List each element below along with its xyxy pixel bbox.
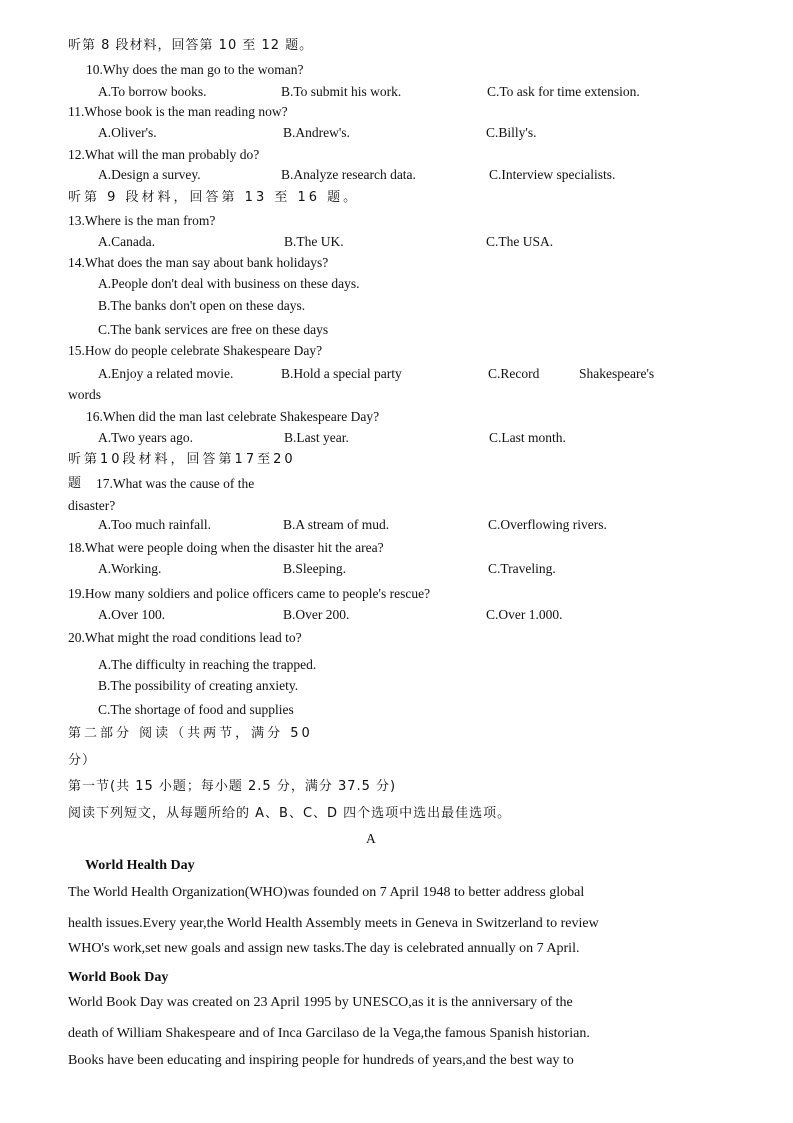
question-20-option-a: A.The difficulty in reaching the trapped. [98,657,317,672]
question-20-stem: 20.What might the road conditions lead to? [68,630,302,645]
question-20-option-c: C.The shortage of food and supplies [98,702,294,717]
question-19-stem: 19.How many soldiers and police officers came to people's rescue? [68,586,431,601]
question-15-option-b: B.Hold a special party [281,366,402,381]
question-13-option-a: A.Canada. [98,234,155,249]
question-12-stem: 12.What will the man probably do? [68,147,260,162]
question-15-option-c: C.Record [488,366,540,381]
question-10-option-b: B.To submit his work. [281,84,402,99]
question-10-option-a: A.To borrow books. [98,84,207,99]
question-19-option-c: C.Over 1.000. [486,607,563,622]
question-16-option-c: C.Last month. [489,430,566,445]
question-16-stem: 16.When did the man last celebrate Shakespeare Day? [86,409,380,424]
question-20-option-b: B.The possibility of creating anxiety. [98,678,299,693]
question-18-option-a: A.Working. [98,561,162,576]
question-11-option-c: C.Billy's. [486,125,537,140]
book-paragraph-line-3: Books have been educating and inspiring people for hundreds of years,and the best way to [68,1053,574,1068]
question-12-option-a: A.Design a survey. [98,167,201,182]
question-13-option-b: B.The UK. [284,234,344,249]
question-11-stem: 11.Whose book is the man reading now? [68,104,288,119]
part-2-header: 第二部分 阅读（共两节，满分 50 [68,726,313,741]
who-paragraph-line-1: The World Health Organization(WHO)was founded on 7 April 1948 to better address global [68,885,585,900]
question-12-option-b: B.Analyze research data. [281,167,416,182]
question-14-option-a: A.People don't deal with business on these days. [98,276,360,291]
question-15-option-c-wrap: words [68,387,101,402]
part-2-header-wrap: 分） [68,753,97,768]
question-14-option-c: C.The bank services are free on these days [98,322,329,337]
question-14-stem: 14.What does the man say about bank holidays? [68,255,329,270]
section-8-header: 听第 8 段材料，回答第 10 至 12 题。 [68,38,314,53]
question-17-stem-wrap: disaster? [68,498,116,513]
question-13-stem: 13.Where is the man from? [68,213,216,228]
question-18-stem: 18.What were people doing when the disaster hit the area? [68,540,384,555]
question-11-option-a: A.Oliver's. [98,125,157,140]
question-11-option-b: B.Andrew's. [283,125,350,140]
section-1-header: 第一节(共 15 小题；每小题 2.5 分，满分 37.5 分) [68,779,397,794]
question-18-option-c: C.Traveling. [488,561,556,576]
question-17-option-b: B.A stream of mud. [283,517,390,532]
question-17-stem: 17.What was the cause of the [96,476,255,491]
question-15-stem: 15.How do people celebrate Shakespeare Day? [68,343,323,358]
question-14-option-b: B.The banks don't open on these days. [98,298,306,313]
question-15-option-c-cont: Shakespeare's [579,366,655,381]
who-paragraph-line-2: health issues.Every year,the World Health Assembly meets in Geneva in Switzerland to review [68,916,599,931]
section-9-header: 听第 9 段材料，回答第 13 至 16 题。 [68,190,360,205]
book-paragraph-line-2: death of William Shakespeare and of Inca Garcilaso de la Vega,the famous Spanish historian. [68,1026,590,1041]
question-16-option-b: B.Last year. [284,430,349,445]
section-10-header-tail: 题 [68,476,83,491]
section-10-header: 听第10段材料，回答第17至20 [68,452,296,467]
passage-label: A [366,831,376,846]
book-paragraph-line-1: World Book Day was created on 23 April 1995 by UNESCO,as it is the anniversary of the [68,995,573,1010]
question-12-option-c: C.Interview specialists. [489,167,616,182]
question-17-option-c: C.Overflowing rivers. [488,517,607,532]
question-18-option-b: B.Sleeping. [283,561,346,576]
question-19-option-a: A.Over 100. [98,607,166,622]
book-day-title: World Book Day [68,970,169,985]
question-10-option-c: C.To ask for time extension. [487,84,640,99]
reading-instruction: 阅读下列短文，从每题所给的 A、B、C、D 四个选项中选出最佳选项。 [68,806,512,821]
question-10-stem: 10.Why does the man go to the woman? [86,62,304,77]
question-17-option-a: A.Too much rainfall. [98,517,212,532]
question-13-option-c: C.The USA. [486,234,554,249]
question-15-option-a: A.Enjoy a related movie. [98,366,234,381]
who-paragraph-line-3: WHO's work,set new goals and assign new tasks.The day is celebrated annually on 7 April. [68,941,580,956]
question-19-option-b: B.Over 200. [283,607,350,622]
who-title: World Health Day [85,858,195,873]
question-16-option-a: A.Two years ago. [98,430,194,445]
